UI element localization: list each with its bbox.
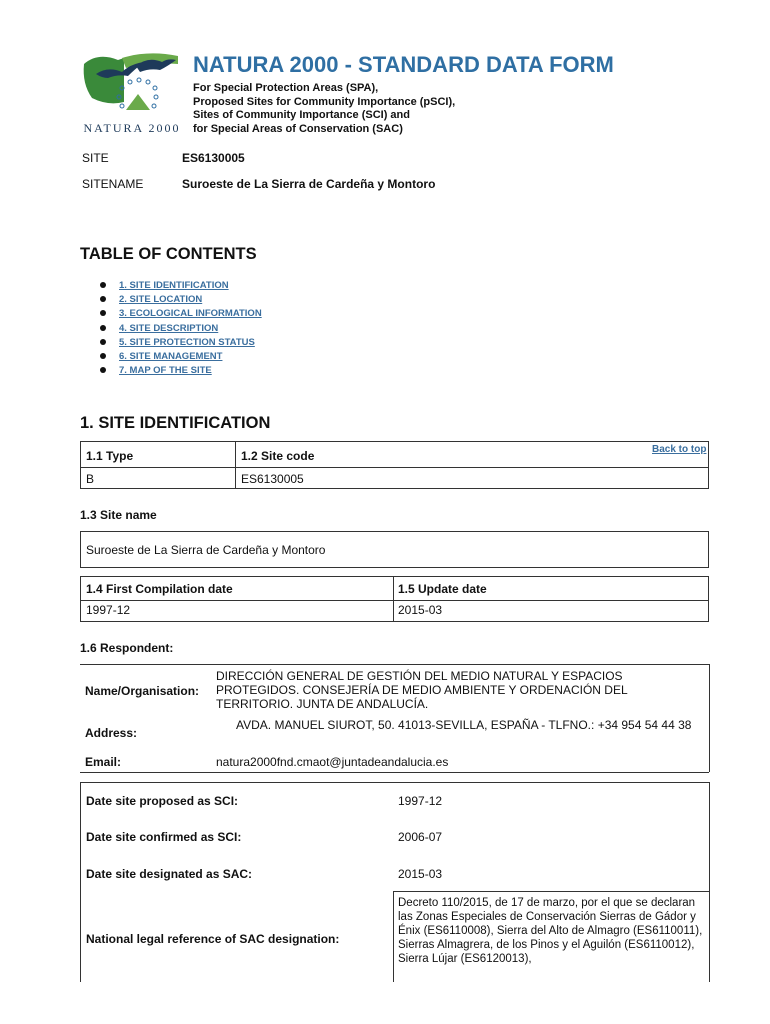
- bullet-icon: [100, 296, 106, 302]
- designation-right-rule: [709, 782, 710, 982]
- form-title: NATURA 2000 - STANDARD DATA FORM: [193, 52, 614, 77]
- bullet-icon: [100, 310, 106, 316]
- address-value: AVDA. MANUEL SIUROT, 50. 41013-SEVILLA, ESPAÑA - TLFNO.: +34 954 54 44 38: [236, 718, 692, 732]
- type-value: B: [86, 472, 95, 486]
- logo-text: NATURA 2000: [83, 121, 181, 135]
- legal-ref-top-rule: [393, 891, 709, 892]
- site-name-heading: 1.3 Site name: [80, 508, 157, 522]
- first-compilation-label: 1.4 First Compilation date: [86, 582, 233, 596]
- toc-link-site-identification[interactable]: 1. SITE IDENTIFICATION: [119, 280, 229, 291]
- respondent-heading: 1.6 Respondent:: [80, 641, 174, 655]
- designated-sac-value: 2015-03: [398, 867, 443, 881]
- natura-2000-logo: [78, 44, 186, 136]
- table-divider: [235, 441, 236, 489]
- legal-ref-left-rule: [393, 891, 394, 982]
- site-code-value: ES6130005: [241, 472, 304, 486]
- table-divider: [393, 576, 394, 622]
- confirmed-sci-label: Date site confirmed as SCI:: [86, 830, 242, 844]
- back-to-top-link[interactable]: Back to top: [652, 444, 707, 455]
- subtitle-line: for Special Areas of Conservation (SAC): [193, 122, 403, 135]
- site-name-value: Suroeste de La Sierra de Cardeña y Montoro: [86, 543, 326, 557]
- bullet-icon: [100, 282, 106, 288]
- name-organisation-label: Name/Organisation:: [85, 684, 200, 698]
- toc-link-ecological-information[interactable]: 3. ECOLOGICAL INFORMATION: [119, 308, 262, 320]
- bullet-icon: [100, 353, 106, 359]
- confirmed-sci-value: 2006-07: [398, 830, 443, 844]
- toc-title: TABLE OF CONTENTS: [80, 245, 257, 263]
- table-divider: [80, 467, 709, 468]
- subtitle-line: Proposed Sites for Community Importance (pSCI),: [193, 95, 456, 108]
- sitename-value: Suroeste de La Sierra de Cardeña y Montoro: [182, 177, 436, 191]
- subtitle-line: Sites of Community Importance (SCI) and: [193, 109, 410, 121]
- type-label: 1.1 Type: [86, 449, 134, 463]
- toc-link-site-management[interactable]: 6. SITE MANAGEMENT: [119, 350, 223, 362]
- bullet-icon: [100, 367, 106, 373]
- sitename-label: SITENAME: [82, 177, 144, 191]
- name-organisation-value: DIRECCIÓN GENERAL DE GESTIÓN DEL MEDIO NATURAL Y ESPACIOS PROTEGIDOS. CONSEJERÍA DE MEDIO AMBIENTE Y ORDENACIÓN DEL TERRITORIO. JUNTA DE ANDALUCÍA.: [216, 669, 628, 711]
- toc-link-site-protection-status[interactable]: 5. SITE PROTECTION STATUS: [119, 336, 255, 348]
- proposed-sci-value: 1997-12: [398, 794, 443, 808]
- designated-sac-label: Date site designated as SAC:: [86, 867, 253, 881]
- designation-left-rule: [80, 782, 81, 982]
- toc-link-map-of-the-site[interactable]: 7. MAP OF THE SITE: [119, 365, 212, 377]
- first-compilation-value: 1997-12: [86, 603, 131, 617]
- section-title: 1. SITE IDENTIFICATION: [80, 414, 271, 432]
- legal-reference-label: National legal reference of SAC designation:: [86, 932, 340, 946]
- address-label: Address:: [85, 726, 138, 740]
- designation-top-rule: [80, 782, 709, 783]
- legal-reference-value: Decreto 110/2015, de 17 de marzo, por el que se declaran las Zonas Especiales de Conservación Sierras de Gádor y Énix (ES6110008), Sierra del Alto de Almagro (ES6110011), Sierras Almagrera, de los Pinos y el Aguilón (ES6110012), Sierra Lújar (ES6120013),: [398, 897, 703, 965]
- toc-link-site-description[interactable]: 4. SITE DESCRIPTION: [119, 322, 219, 334]
- email-value: natura2000fnd.cmaot@juntadeandalucia.es: [216, 755, 449, 769]
- bullet-icon: [100, 339, 106, 345]
- table-divider: [80, 600, 709, 601]
- site-value: ES6130005: [182, 151, 245, 165]
- site-label: SITE: [82, 151, 109, 165]
- email-label: Email:: [85, 755, 122, 769]
- subtitle-line: For Special Protection Areas (SPA),: [193, 82, 379, 94]
- toc-link-site-location[interactable]: 2. SITE LOCATION: [119, 294, 203, 306]
- respondent-bottom-rule: [80, 772, 709, 773]
- type-code-table: [80, 441, 709, 489]
- respondent-top-rule: [80, 664, 709, 665]
- bullet-icon: [100, 325, 106, 331]
- site-code-label: 1.2 Site code: [241, 449, 315, 463]
- proposed-sci-label: Date site proposed as SCI:: [86, 794, 239, 808]
- respondent-right-rule: [709, 664, 710, 772]
- update-date-label: 1.5 Update date: [398, 582, 487, 596]
- update-date-value: 2015-03: [398, 603, 443, 617]
- form-subtitle: [193, 82, 455, 136]
